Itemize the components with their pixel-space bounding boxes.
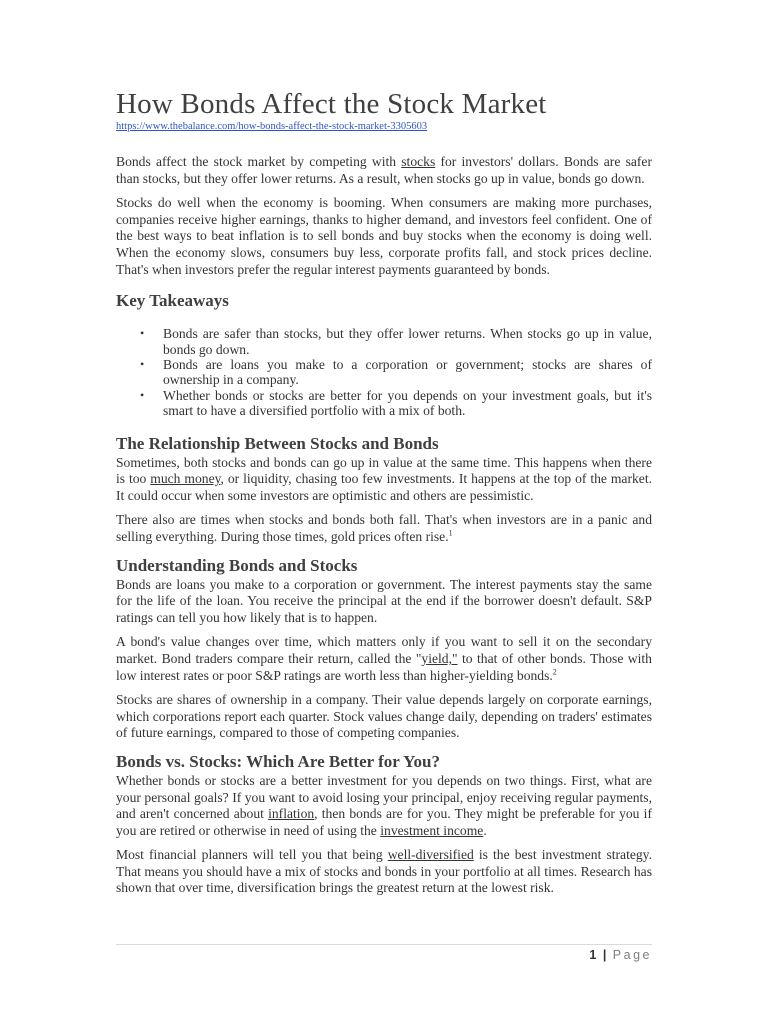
versus-paragraph-2: Most financial planners will tell you that being well-diversified is the best investment strategy. That means you should have a mix of stocks and bonds in your portfolio at all times. Research has shown that over time, diversification brings the greatest return at the lowest risk. (116, 847, 652, 896)
page-separator: | (602, 948, 607, 962)
bullet-icon: • (140, 326, 145, 341)
list-item: • Bonds are loans you make to a corporation or government; stocks are shares of ownership in a company. (140, 356, 652, 388)
intro-paragraph-1: Bonds affect the stock market by competing with stocks for investors' dollars. Bonds are safer than stocks, but they offer lower returns. As a result, when stocks go up in value, bonds go down. (116, 154, 652, 186)
key-takeaways-list (116, 326, 652, 418)
key-takeaways-heading: Key Takeaways (116, 291, 229, 311)
page-number: 1 (589, 948, 597, 962)
list-item: • Whether bonds or stocks are better for you depends on your investment goals, but it's smart to have a diversified portfolio with a mix of both. (140, 387, 652, 419)
understanding-paragraph-3: Stocks are shares of ownership in a company. Their value depends largely on corporate earnings, which corporations report each quarter. Stock values change daily, depending on traders' estimates of future earnings, compared to those of competing companies. (116, 692, 652, 741)
investment-income-link[interactable]: investment income (380, 822, 484, 838)
list-item: • Bonds are safer than stocks, but they offer lower returns. When stocks go up in value, bonds go down. (140, 326, 652, 357)
page-footer (589, 948, 652, 962)
inflation-link[interactable]: inflation (268, 806, 315, 822)
understanding-paragraph-1: Bonds are loans you make to a corporation or government. The interest payments stay the same for the life of the loan. You receive the principal at the end if the borrower doesn't default. S&P ratings can tell you how likely that is to happen. (116, 576, 652, 625)
yield-link[interactable]: yield," (421, 650, 458, 666)
relationship-heading: The Relationship Between Stocks and Bonds (116, 433, 439, 453)
document-body (116, 84, 652, 897)
versus-paragraph-1: Whether bonds or stocks are a better investment for you depends on two things. First, what are your personal goals? If you want to avoid losing your principal, enjoy receiving regular payments, and aren't concerned about inflation, then bonds are for you. They might be preferable for you if you are retired or otherwise in need of using the investment income. (116, 772, 652, 838)
intro-paragraph-2: Stocks do well when the economy is booming. When consumers are making more purchases, companies receive higher earnings, thanks to higher demand, and investors feel confident. One of the best ways to beat inflation is to sell bonds and buy stocks when the economy is doing well. When the economy slows, consumers buy less, corporate profits fall, and stock prices decline. That's when investors prefer the regular interest payments guaranteed by bonds. (116, 195, 652, 277)
source-link[interactable]: https://www.thebalance.com/how-bonds-affect-the-stock-market-3305603 (116, 121, 428, 132)
footnote-ref: 2 (552, 667, 557, 676)
page-title: How Bonds Affect the Stock Market (116, 88, 547, 120)
relationship-paragraph-2: There also are times when stocks and bonds both fall. That's when investors are in a panic and selling everything. During those times, gold prices often rise.$^1$ (116, 512, 652, 544)
much-money-link[interactable]: much money (150, 471, 221, 487)
understanding-paragraph-2: A bond's value changes over time, which matters only if you want to sell it on the secondary market. Bond traders compare their return, called the "yield," to that of other bonds. Those with low interest rates or poor S&P ratings are worth less than higher-yielding bonds.$^2$ (116, 634, 652, 683)
understanding-heading: Understanding Bonds and Stocks (116, 555, 358, 575)
stocks-link[interactable]: stocks (401, 154, 436, 169)
relationship-paragraph-1: Sometimes, both stocks and bonds can go up in value at the same time. This happens when there is too much money, or liquidity, chasing too few investments. It happens at the top of the market. It could occur when some investors are optimistic and others are pessimistic. (116, 454, 652, 503)
bullet-icon: • (140, 356, 145, 371)
bullet-icon: • (140, 387, 145, 402)
well-diversified-link[interactable]: well-diversified (387, 847, 474, 863)
footnote-ref: 1 (448, 528, 453, 538)
page-label: Page (612, 948, 652, 962)
footer-divider (116, 944, 652, 945)
versus-heading: Bonds vs. Stocks: Which Are Better for You? (116, 751, 440, 771)
